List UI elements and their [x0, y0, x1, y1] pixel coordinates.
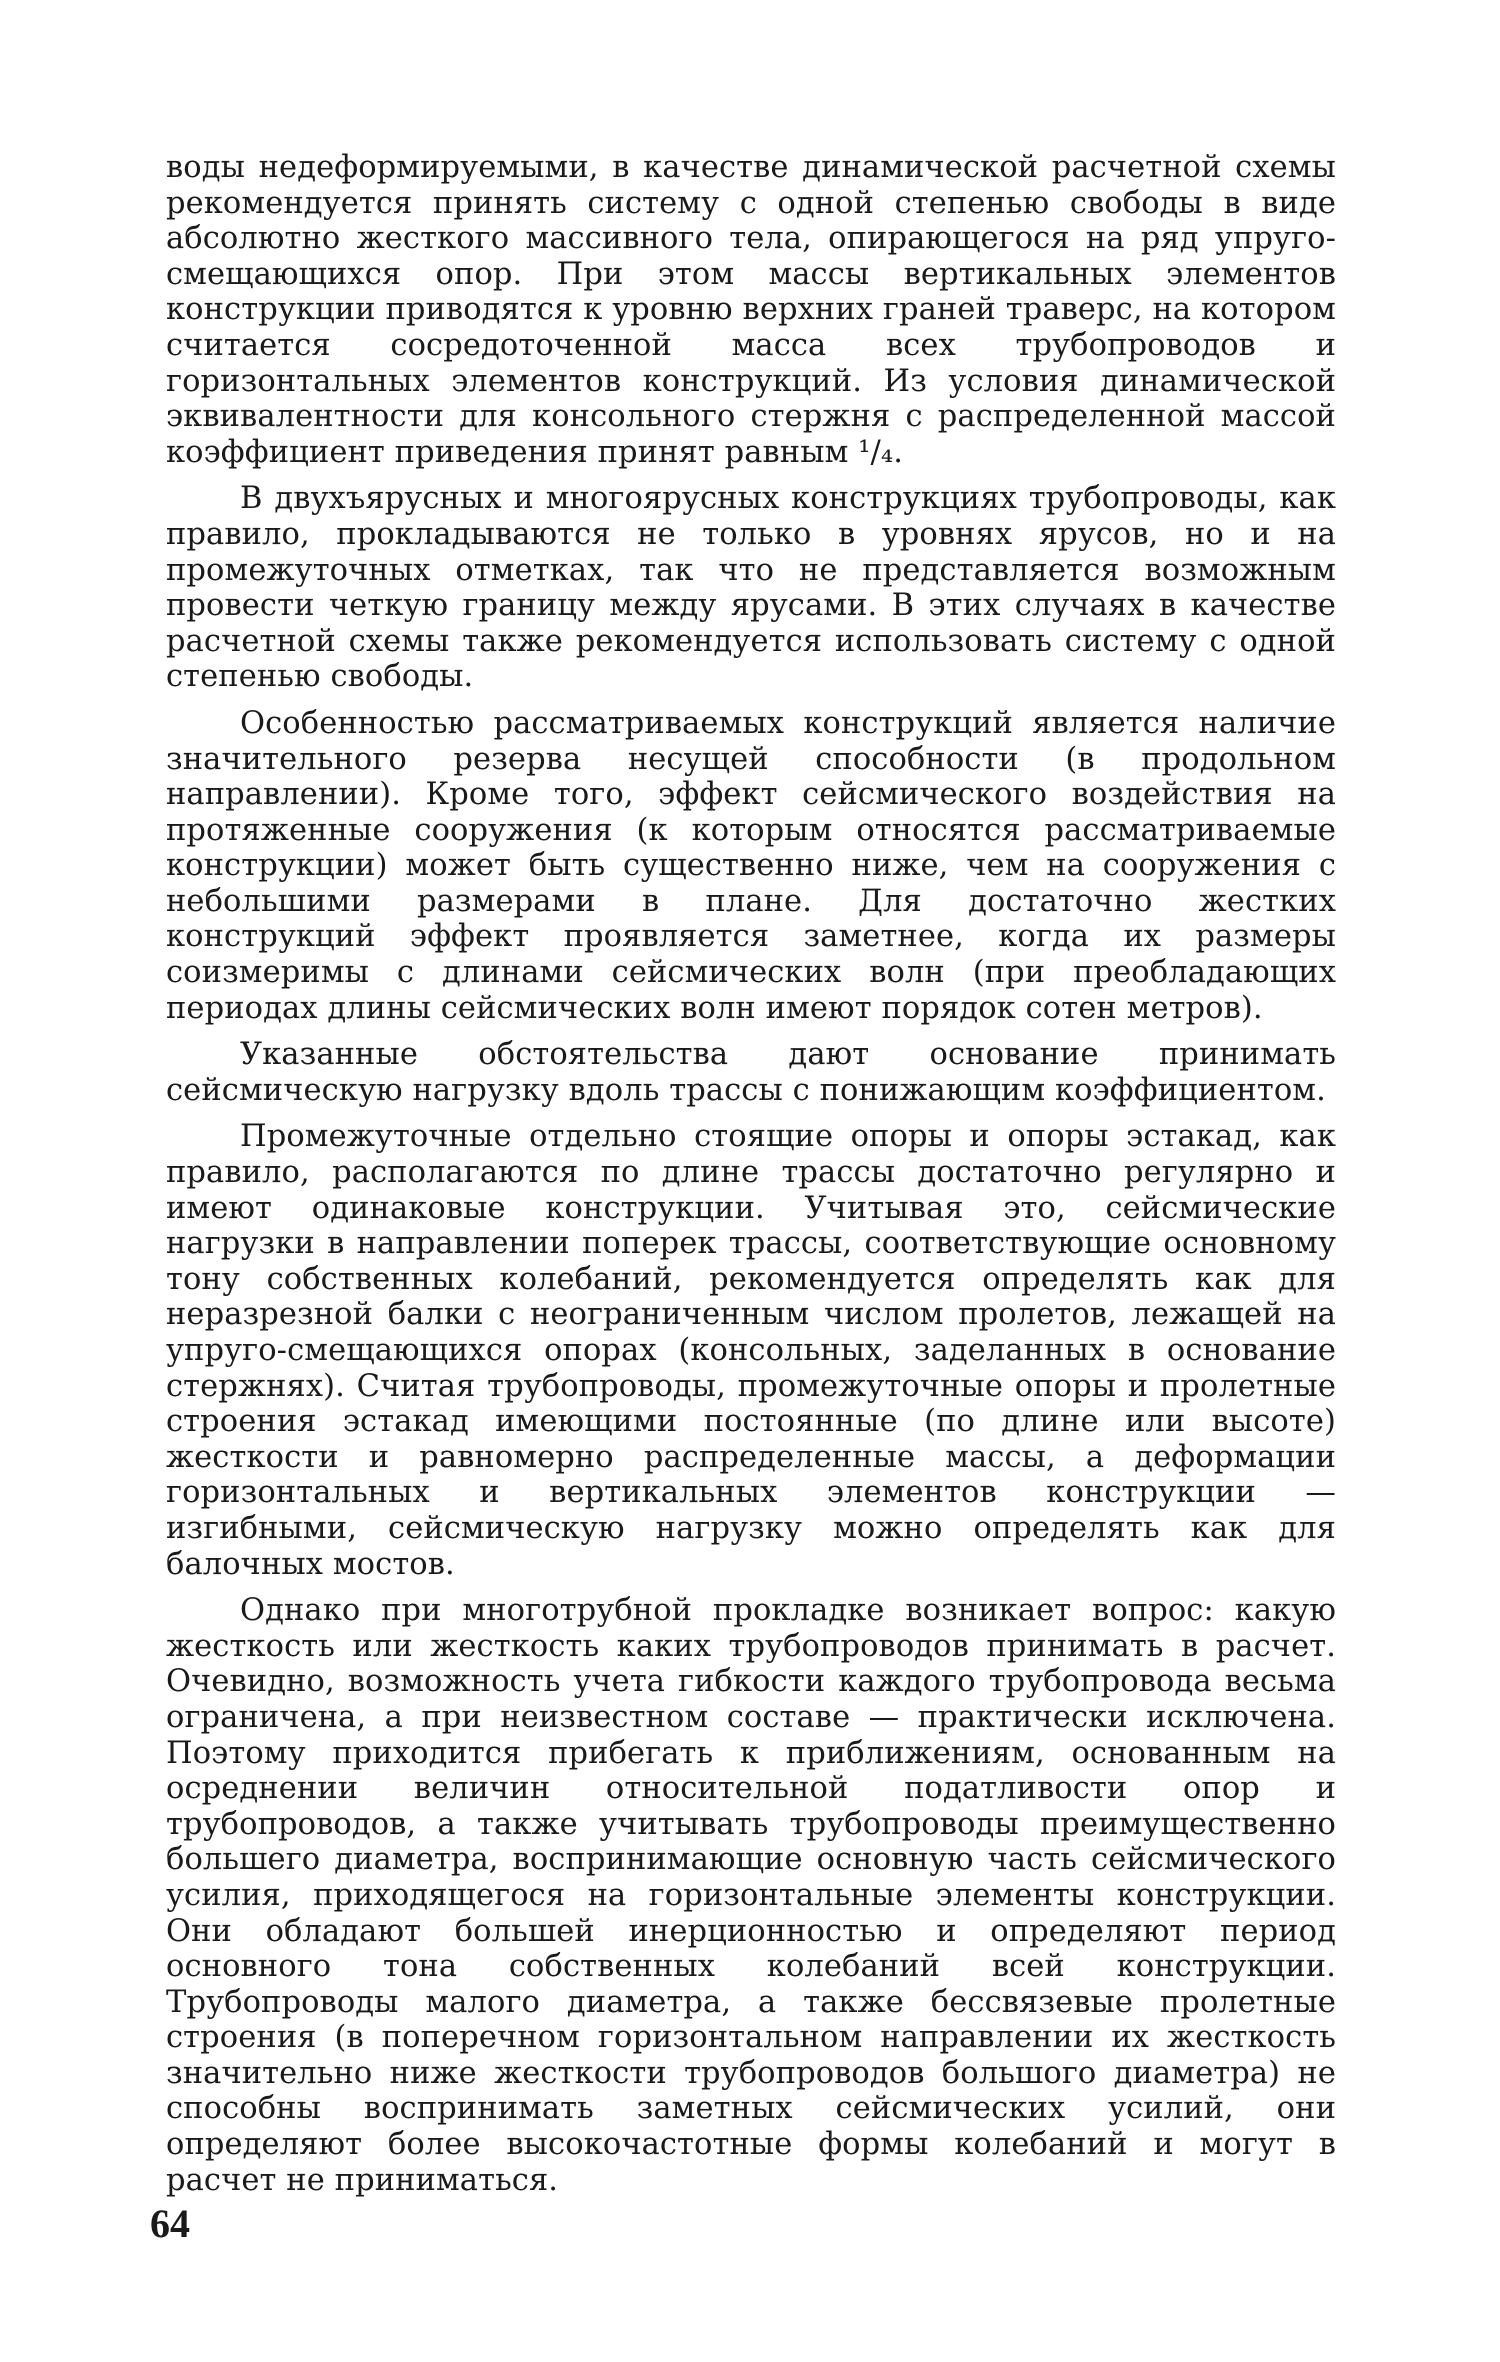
paragraph-3: Особенностью рассматриваемых конструкций является наличие значительного резерва несущей способности (в продольном направлении). Кроме того, эффект сейсмического воздействия на протяженные сооружения (к которым относятся рассматриваемые конструкции) может быть существенно ниже, чем на сооружения с небольшими размерами в плане. Для достаточно жестких конструкций эффект проявляется заметнее, когда их размеры соизмеримы с длинами сейсмических волн (при преобладающих периодах длины сейсмических волн имеют порядок сотен метров). [166, 705, 1336, 1026]
paragraph-1: воды недеформируемыми, в качестве динамической расчетной схемы рекомендуется принять систему с одной степенью свободы в виде абсолютно жесткого массивного тела, опирающегося на ряд упруго-смещающихся опор. При этом массы вертикальных элементов конструкции приводятся к уровню верхних граней траверс, на котором считается сосредоточенной масса всех трубопроводов и горизонтальных элементов конструкций. Из условия динамической эквивалентности для консольного стержня с распределенной массой коэффициент приведения принят равным ¹/₄. [166, 150, 1336, 470]
paragraph-2: В двухъярусных и многоярусных конструкциях трубопроводы, как правило, прокладываются не только в уровнях ярусов, но и на промежуточных отметках, так что не представляется возможным провести четкую границу между ярусами. В этих случаях в качестве расчетной схемы также рекомендуется использовать систему с одной степенью свободы. [166, 481, 1336, 695]
paragraph-4: Указанные обстоятельства дают основание принимать сейсмическую нагрузку вдоль трассы с понижающим коэффициентом. [166, 1037, 1336, 1108]
paragraph-5: Промежуточные отдельно стоящие опоры и опоры эстакад, как правило, располагаются по длине трассы достаточно регулярно и имеют одинаковые конструкции. Учитывая это, сейсмические нагрузки в направлении поперек трассы, соответствующие основному тону собственных колебаний, рекомендуется определять как для неразрезной балки с неограниченным числом пролетов, лежащей на упруго-смещающихся опорах (консольных, заделанных в основание стержнях). Считая трубопроводы, промежуточные опоры и пролетные строения эстакад имеющими постоянные (по длине или высоте) жесткости и равномерно распределенные массы, а деформации горизонтальных и вертикальных элементов конструкции — изгибными, сейсмическую нагрузку можно определять как для балочных мостов. [166, 1119, 1336, 1582]
paragraph-6: Однако при многотрубной прокладке возникает вопрос: какую жесткость или жесткость каких трубопроводов принимать в расчет. Очевидно, возможность учета гибкости каждого трубопровода весьма ограничена, а при неизвестном составе — практически исключена. Поэтому приходится прибегать к приближениям, основанным на осреднении величин относительной податливости опор и трубопроводов, а также учитывать трубопроводы преимущественно большего диаметра, воспринимающие основную часть сейсмического усилия, приходящегося на горизонтальные элементы конструкции. Они обладают большей инерционностью и определяют период основного тона собственных колебаний всей конструкции. Трубопроводы малого диаметра, а также бессвязевые пролетные строения (в поперечном горизонтальном направлении их жесткость значительно ниже жесткости трубопроводов большого диаметра) не способны воспринимать заметных сейсмических усилий, они определяют более высокочастотные формы колебаний и могут в расчет не приниматься. [166, 1593, 1336, 2198]
page-body [166, 150, 1336, 2198]
page-number: 64 [150, 2201, 190, 2246]
